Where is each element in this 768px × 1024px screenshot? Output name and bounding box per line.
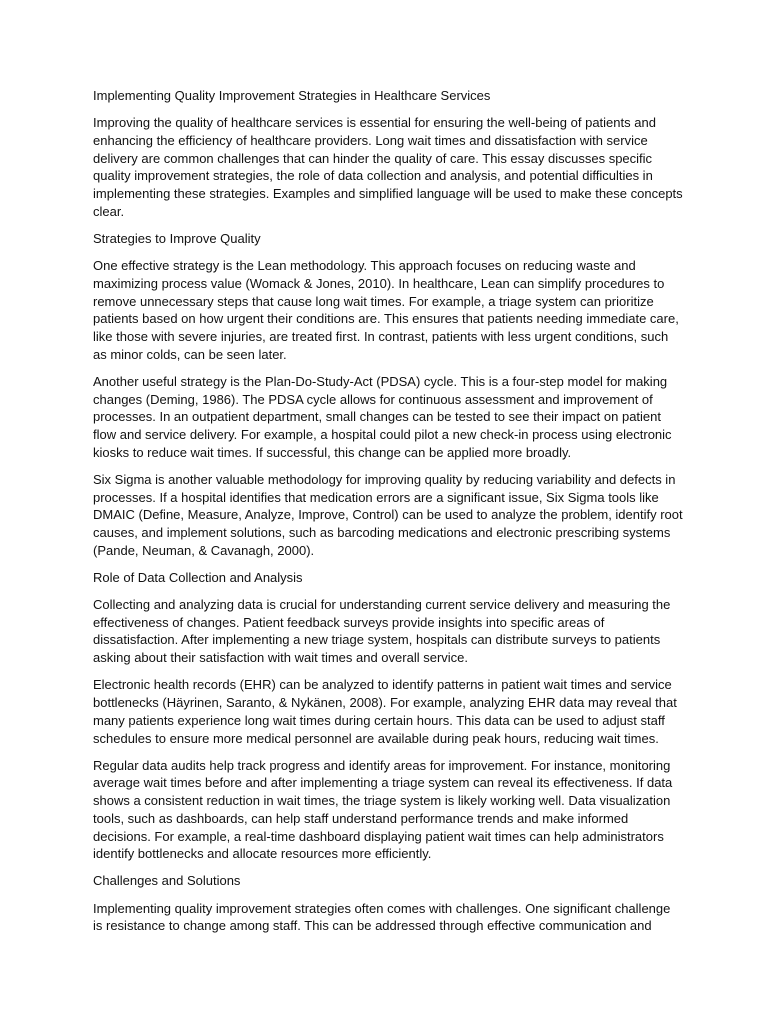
paragraph-challenges: Implementing quality improvement strategies often comes with challenges. One significant challenge is resistance to change among staff. This can be addressed through effective communication and (93, 900, 671, 934)
section-heading-data-collection: Role of Data Collection and Analysis (93, 569, 303, 585)
document-page (93, 87, 683, 945)
paragraph-pdsa: Another useful strategy is the Plan-Do-Study-Act (PDSA) cycle. This is a four-step model for making changes (Deming, 1986). The PDSA cycle allows for continuous assessment and improvement of processes. In an outpatient department, small changes can be tested to see their impact on patient flow and service delivery. For example, a hospital could pilot a new check-in process using electronic kiosks to reduce wait times. If successful, this change can be applied more broadly. (93, 373, 672, 460)
paragraph-six-sigma: Six Sigma is another valuable methodology for improving quality by reducing variability and defects in processes. If a hospital identifies that medication errors are a significant issue, Six Sigma tools like DMAIC (Define, Measure, Analyze, Improve, Control) can be used to analyze the problem, identify root causes, and implement solutions, such as barcoding medications and electronic prescribing systems (Pande, Neuman, & Cavanagh, 2000). (93, 471, 683, 558)
paragraph-ehr: Electronic health records (EHR) can be analyzed to identify patterns in patient wait times and service bottlenecks (Häyrinen, Saranto, & Nykänen, 2008). For example, analyzing EHR data may reveal that many patients experience long wait times during certain hours. This data can be used to adjust staff schedules to ensure more medical personnel are available during peak hours, reducing wait times. (93, 677, 677, 746)
section-heading-challenges: Challenges and Solutions (93, 873, 241, 889)
paragraph-introduction: Improving the quality of healthcare services is essential for ensuring the well-being of patients and enhancing the efficiency of healthcare providers. Long wait times and dissatisfaction with service delivery are common challenges that can hinder the quality of care. This essay discusses specific quality improvement strategies, the role of data collection and analysis, and potential difficulties in implementing these strategies. Examples and simplified language will be used to make these concepts clear. (93, 115, 683, 219)
section-heading-strategies: Strategies to Improve Quality (93, 230, 261, 246)
paragraph-feedback-surveys: Collecting and analyzing data is crucial for understanding current service delivery and measuring the effectiveness of changes. Patient feedback surveys provide insights into specific areas of dissatisfaction. After implementing a new triage system, hospitals can distribute surveys to patients asking about their satisfaction with wait times and overall service. (93, 597, 671, 666)
paragraph-data-audits: Regular data audits help track progress and identify areas for improvement. For instance, monitoring average wait times before and after implementing a triage system can reveal its effectiveness. If data shows a consistent reduction in wait times, the triage system is likely working well. Data visualization tools, such as dashboards, can help staff understand performance trends and make informed decisions. For example, a real-time dashboard displaying patient wait times can help administrators identify bottlenecks and allocate resources more efficiently. (93, 757, 673, 862)
paragraph-lean: One effective strategy is the Lean methodology. This approach focuses on reducing waste and maximizing process value (Womack & Jones, 2010). In healthcare, Lean can simplify procedures to remove unnecessary steps that cause long wait times. For example, a triage system can prioritize patients based on how urgent their conditions are. This ensures that patients needing immediate care, like those with severe injuries, are treated first. In contrast, patients with less urgent conditions, such as minor colds, can be seen later. (93, 258, 679, 362)
document-title: Implementing Quality Improvement Strategies in Healthcare Services (93, 88, 491, 103)
